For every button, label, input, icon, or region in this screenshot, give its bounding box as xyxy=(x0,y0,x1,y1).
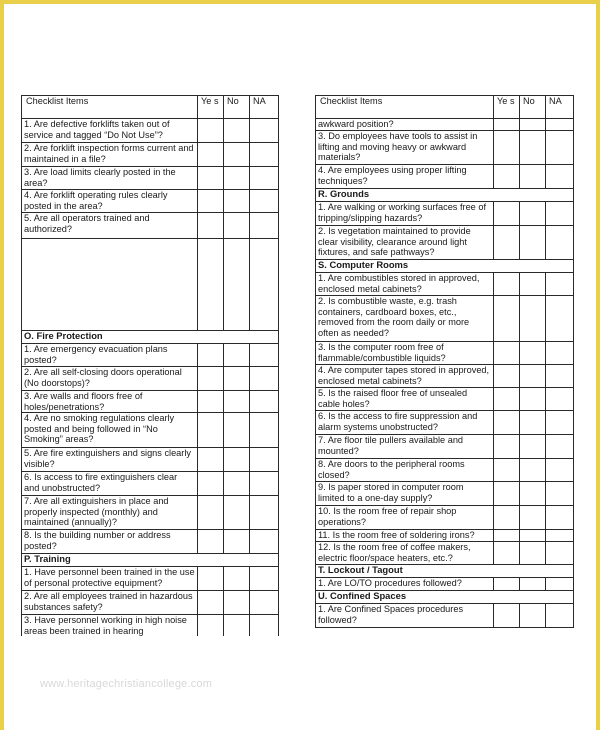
no-cell[interactable] xyxy=(224,391,250,413)
yes-cell[interactable] xyxy=(494,411,520,435)
question-text: 8. Is the building number or address posted? xyxy=(22,530,198,554)
table-row xyxy=(316,365,574,388)
table-row xyxy=(316,342,574,365)
yes-cell[interactable] xyxy=(494,119,520,131)
question-text: 1. Are Confined Spaces procedures followed? xyxy=(316,604,494,628)
no-cell[interactable] xyxy=(520,530,546,542)
question-text: 10. Is the room free of repair shop operations? xyxy=(316,506,494,530)
na-cell[interactable] xyxy=(546,202,574,226)
question-text: 2. Is vegetation maintained to provide clear visibility, clearance around light fixtures, and safe pathways? xyxy=(316,226,494,260)
table-row xyxy=(316,226,574,260)
header-no: No xyxy=(520,96,546,119)
yes-cell[interactable] xyxy=(494,273,520,296)
table-row xyxy=(22,344,279,367)
yes-cell[interactable] xyxy=(494,342,520,365)
question-text: 2. Are all self-closing doors operational (No doorstops)? xyxy=(22,367,198,391)
blank-row xyxy=(22,239,279,331)
no-cell[interactable] xyxy=(224,367,250,391)
na-cell[interactable] xyxy=(250,413,279,448)
na-cell[interactable] xyxy=(250,344,279,367)
question-text: 1. Have personnel been trained in the use of personal protective equipment? xyxy=(22,567,198,591)
yes-cell[interactable] xyxy=(494,604,520,628)
yes-cell[interactable] xyxy=(198,448,224,472)
na-cell[interactable] xyxy=(546,530,574,542)
table-row xyxy=(316,506,574,530)
question-text: awkward position? xyxy=(316,119,494,131)
na-cell[interactable] xyxy=(250,591,279,615)
question-text: 3. Have personnel working in high noise areas been trained in hearing xyxy=(22,615,198,651)
na-cell[interactable] xyxy=(546,273,574,296)
table-row xyxy=(316,131,574,165)
no-cell[interactable] xyxy=(224,448,250,472)
header-yes: Ye s xyxy=(198,96,224,119)
table-row xyxy=(22,213,279,239)
section-row xyxy=(316,591,574,604)
na-cell[interactable] xyxy=(250,143,279,167)
yes-cell[interactable] xyxy=(198,567,224,591)
header-row xyxy=(316,96,574,119)
table-row xyxy=(316,119,574,131)
frame-right xyxy=(596,0,600,730)
table-row xyxy=(22,448,279,472)
no-cell[interactable] xyxy=(520,365,546,388)
section-title-computer-rooms: S. Computer Rooms xyxy=(316,260,574,273)
na-cell[interactable] xyxy=(546,119,574,131)
question-text: 5. Is the raised floor free of unsealed cable holes? xyxy=(316,388,494,411)
question-text: 4. Are no smoking regulations clearly posted and being followed in “No Smoking” areas? xyxy=(22,413,198,448)
no-cell[interactable] xyxy=(520,435,546,459)
na-cell[interactable] xyxy=(546,388,574,411)
section-title-confined-spaces: U. Confined Spaces xyxy=(316,591,574,604)
frame-top xyxy=(0,0,600,4)
yes-cell[interactable] xyxy=(494,202,520,226)
header-no: No xyxy=(224,96,250,119)
blank-cell xyxy=(22,239,198,331)
no-cell[interactable] xyxy=(224,190,250,213)
section-row xyxy=(316,260,574,273)
table-row xyxy=(22,472,279,496)
table-row xyxy=(316,459,574,482)
table-row xyxy=(316,604,574,628)
question-text: 6. Is the access to fire suppression and alarm systems unobstructed? xyxy=(316,411,494,435)
table-row xyxy=(22,143,279,167)
question-text: 5. Are fire extinguishers and signs clearly visible? xyxy=(22,448,198,472)
yes-cell[interactable] xyxy=(198,239,224,331)
table-row xyxy=(22,190,279,213)
no-cell[interactable] xyxy=(224,119,250,143)
no-cell[interactable] xyxy=(224,530,250,554)
na-cell[interactable] xyxy=(546,365,574,388)
question-text: 2. Is combustible waste, e.g. trash containers, cardboard boxes, etc., removed from the room daily or more often as needed? xyxy=(316,296,494,342)
question-text: 8. Are doors to the peripheral rooms closed? xyxy=(316,459,494,482)
section-row xyxy=(316,565,574,578)
question-text: 1. Are combustibles stored in approved, enclosed metal cabinets? xyxy=(316,273,494,296)
question-text: 4. Are computer tapes stored in approved, enclosed metal cabinets? xyxy=(316,365,494,388)
yes-cell[interactable] xyxy=(494,506,520,530)
no-cell[interactable] xyxy=(224,496,250,530)
question-text: 1. Are LO/TO procedures followed? xyxy=(316,578,494,591)
question-text: 3. Is the computer room free of flammable/combustible liquids? xyxy=(316,342,494,365)
yes-cell[interactable] xyxy=(198,530,224,554)
na-cell[interactable] xyxy=(546,459,574,482)
na-cell[interactable] xyxy=(250,391,279,413)
no-cell[interactable] xyxy=(224,143,250,167)
no-cell[interactable] xyxy=(520,202,546,226)
na-cell[interactable] xyxy=(546,165,574,189)
no-cell[interactable] xyxy=(520,296,546,342)
no-cell[interactable] xyxy=(224,213,250,239)
yes-cell[interactable] xyxy=(494,226,520,260)
yes-cell[interactable] xyxy=(198,496,224,530)
table-row xyxy=(316,435,574,459)
table-row xyxy=(316,578,574,591)
section-title-training: P. Training xyxy=(22,554,279,567)
yes-cell[interactable] xyxy=(198,391,224,413)
no-cell[interactable] xyxy=(520,604,546,628)
no-cell[interactable] xyxy=(520,542,546,565)
table-row xyxy=(22,591,279,615)
section-title-grounds: R. Grounds xyxy=(316,189,574,202)
header-checklist-items: Checklist Items xyxy=(316,96,494,119)
checklist-table-left xyxy=(21,95,279,651)
question-text: 12. Is the room free of coffee makers, electric floor/space heaters, etc.? xyxy=(316,542,494,565)
yes-cell[interactable] xyxy=(198,190,224,213)
question-text: 9. Is paper stored in computer room limited to a one-day supply? xyxy=(316,482,494,506)
table-row xyxy=(316,542,574,565)
section-row xyxy=(22,331,279,344)
na-cell[interactable] xyxy=(546,342,574,365)
yes-cell[interactable] xyxy=(198,143,224,167)
yes-cell[interactable] xyxy=(198,167,224,190)
table-row xyxy=(316,482,574,506)
table-row xyxy=(22,119,279,143)
table-row xyxy=(316,530,574,542)
yes-cell[interactable] xyxy=(198,472,224,496)
header-na: NA xyxy=(250,96,279,119)
header-na: NA xyxy=(546,96,574,119)
yes-cell[interactable] xyxy=(494,388,520,411)
no-cell[interactable] xyxy=(520,578,546,591)
no-cell[interactable] xyxy=(224,472,250,496)
table-row xyxy=(316,388,574,411)
yes-cell[interactable] xyxy=(198,213,224,239)
no-cell[interactable] xyxy=(520,226,546,260)
yes-cell[interactable] xyxy=(494,530,520,542)
na-cell[interactable] xyxy=(546,506,574,530)
na-cell[interactable] xyxy=(250,367,279,391)
yes-cell[interactable] xyxy=(494,482,520,506)
no-cell[interactable] xyxy=(224,567,250,591)
page-cutoff xyxy=(21,636,279,658)
yes-cell[interactable] xyxy=(494,459,520,482)
header-checklist-items: Checklist Items xyxy=(22,96,198,119)
question-text: 1. Are walking or working surfaces free of tripping/slipping hazards? xyxy=(316,202,494,226)
na-cell[interactable] xyxy=(546,435,574,459)
no-cell[interactable] xyxy=(520,165,546,189)
question-text: 1. Are emergency evacuation plans posted? xyxy=(22,344,198,367)
no-cell[interactable] xyxy=(224,413,250,448)
na-cell[interactable] xyxy=(250,530,279,554)
na-cell[interactable] xyxy=(546,131,574,165)
header-row xyxy=(22,96,279,119)
question-text: 6. Is access to fire extinguishers clear and unobstructed? xyxy=(22,472,198,496)
table-row xyxy=(316,273,574,296)
table-row xyxy=(22,567,279,591)
yes-cell[interactable] xyxy=(198,591,224,615)
question-text: 7. Are floor tile pullers available and mounted? xyxy=(316,435,494,459)
na-cell[interactable] xyxy=(546,578,574,591)
question-text: 4. Are forklift operating rules clearly posted in the area? xyxy=(22,190,198,213)
no-cell[interactable] xyxy=(520,411,546,435)
question-text: 3. Are load limits clearly posted in the area? xyxy=(22,167,198,190)
yes-cell[interactable] xyxy=(494,542,520,565)
yes-cell[interactable] xyxy=(494,165,520,189)
yes-cell[interactable] xyxy=(494,578,520,591)
question-text: 3. Are walls and floors free of holes/penetrations? xyxy=(22,391,198,413)
na-cell[interactable] xyxy=(250,496,279,530)
na-cell[interactable] xyxy=(250,448,279,472)
yes-cell[interactable] xyxy=(494,131,520,165)
checklist-table-right xyxy=(315,95,574,628)
question-text: 11. Is the room free of soldering irons? xyxy=(316,530,494,542)
yes-cell[interactable] xyxy=(494,296,520,342)
table-row xyxy=(22,530,279,554)
na-cell[interactable] xyxy=(250,167,279,190)
header-yes: Ye s xyxy=(494,96,520,119)
no-cell[interactable] xyxy=(224,591,250,615)
frame-left xyxy=(0,0,4,730)
no-cell[interactable] xyxy=(520,388,546,411)
no-cell[interactable] xyxy=(224,239,250,331)
no-cell[interactable] xyxy=(224,344,250,367)
table-row xyxy=(316,202,574,226)
yes-cell[interactable] xyxy=(198,119,224,143)
watermark-text: www.heritagechristiancollege.com xyxy=(40,678,213,690)
no-cell[interactable] xyxy=(520,482,546,506)
no-cell[interactable] xyxy=(520,459,546,482)
question-text: 2. Are all employees trained in hazardous substances safety? xyxy=(22,591,198,615)
section-title-fire-protection: O. Fire Protection xyxy=(22,331,279,344)
na-cell[interactable] xyxy=(250,213,279,239)
table-row xyxy=(22,367,279,391)
yes-cell[interactable] xyxy=(198,344,224,367)
na-cell[interactable] xyxy=(546,482,574,506)
table-row xyxy=(22,167,279,190)
table-row xyxy=(22,391,279,413)
no-cell[interactable] xyxy=(520,131,546,165)
question-text: 5. Are all operators trained and authorized? xyxy=(22,213,198,239)
table-row xyxy=(316,165,574,189)
na-cell[interactable] xyxy=(546,604,574,628)
yes-cell[interactable] xyxy=(494,435,520,459)
yes-cell[interactable] xyxy=(198,413,224,448)
no-cell[interactable] xyxy=(520,506,546,530)
section-row xyxy=(22,554,279,567)
table-row xyxy=(22,496,279,530)
question-text: 7. Are all extinguishers in place and properly inspected (monthly) and maintained (annually)? xyxy=(22,496,198,530)
no-cell[interactable] xyxy=(224,167,250,190)
na-cell[interactable] xyxy=(250,567,279,591)
question-text: 3. Do employees have tools to assist in lifting and moving heavy or awkward materials? xyxy=(316,131,494,165)
table-row xyxy=(22,413,279,448)
na-cell[interactable] xyxy=(250,119,279,143)
no-cell[interactable] xyxy=(520,342,546,365)
table-row xyxy=(316,296,574,342)
no-cell[interactable] xyxy=(520,119,546,131)
na-cell[interactable] xyxy=(546,296,574,342)
question-text: 2. Are forklift inspection forms current and maintained in a file? xyxy=(22,143,198,167)
table-row xyxy=(316,411,574,435)
question-text: 1. Are defective forklifts taken out of service and tagged “Do Not Use”? xyxy=(22,119,198,143)
na-cell[interactable] xyxy=(546,226,574,260)
na-cell[interactable] xyxy=(546,542,574,565)
na-cell[interactable] xyxy=(250,239,279,331)
section-row xyxy=(316,189,574,202)
na-cell[interactable] xyxy=(250,472,279,496)
yes-cell[interactable] xyxy=(494,365,520,388)
yes-cell[interactable] xyxy=(198,367,224,391)
na-cell[interactable] xyxy=(546,411,574,435)
no-cell[interactable] xyxy=(520,273,546,296)
question-text: 4. Are employees using proper lifting techniques? xyxy=(316,165,494,189)
section-title-lockout-tagout: T. Lockout / Tagout xyxy=(316,565,574,578)
na-cell[interactable] xyxy=(250,190,279,213)
